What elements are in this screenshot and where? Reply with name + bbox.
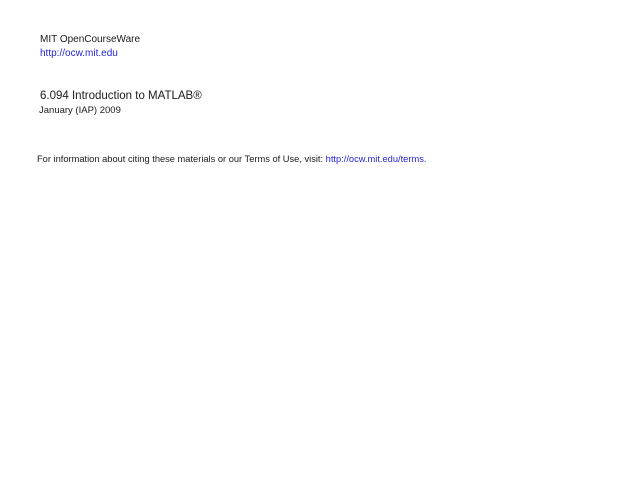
ocw-url-link[interactable]: http://ocw.mit.edu bbox=[40, 48, 118, 59]
citation-line bbox=[37, 154, 426, 165]
terms-url-link[interactable]: http://ocw.mit.edu/terms. bbox=[325, 154, 427, 164]
course-term: January (IAP) 2009 bbox=[39, 105, 121, 116]
ocw-header-title: MIT OpenCourseWare bbox=[40, 34, 141, 45]
citation-text: For information about citing these materials or our Terms of Use, visit: bbox=[37, 154, 326, 164]
course-title: 6.094 Introduction to MATLAB® bbox=[40, 90, 202, 102]
